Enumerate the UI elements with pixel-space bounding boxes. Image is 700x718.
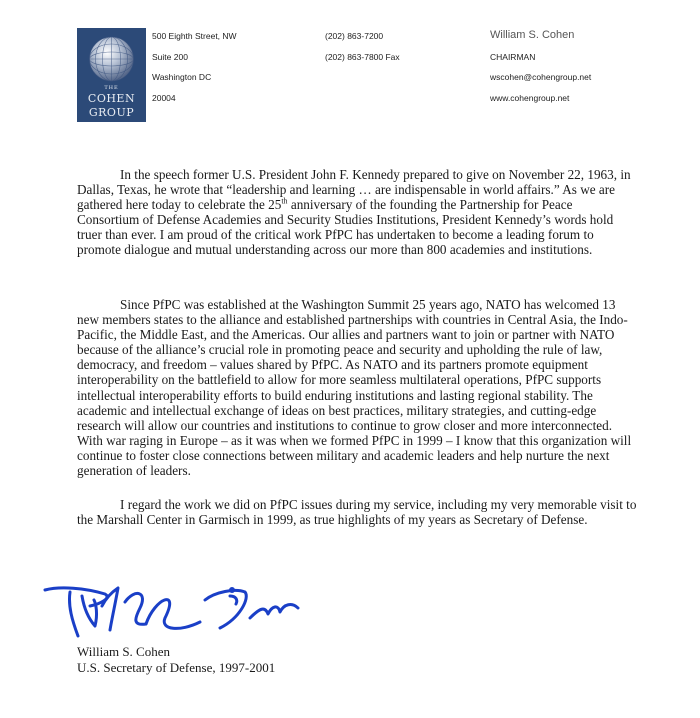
fax-number: (202) 863-7800 Fax xyxy=(325,52,400,62)
letterhead-title: CHAIRMAN xyxy=(490,52,536,62)
signatory-title: U.S. Secretary of Defense, 1997-2001 xyxy=(77,660,276,675)
address-line-2: Suite 200 xyxy=(152,52,188,62)
logo-text-group: GROUP xyxy=(88,106,135,119)
phone-number: (202) 863-7200 xyxy=(325,31,384,41)
paragraph-2 xyxy=(77,297,637,478)
ordinal-suffix: th xyxy=(281,196,288,206)
paragraph-1 xyxy=(77,167,637,258)
signatory-name: William S. Cohen xyxy=(77,644,170,659)
website-link[interactable]: www.cohengroup.net xyxy=(490,93,570,103)
cohen-group-logo xyxy=(77,28,146,122)
address-line-4: 20004 xyxy=(152,93,176,103)
paragraph-3 xyxy=(77,497,637,527)
paragraph-3-text: I regard the work we did on PfPC issues during my service, including my very memorable visit to the Marshall Center in Garmisch in 1999, as true highlights of my years as Secretary of Defense. xyxy=(77,497,637,528)
address-line-3: Washington DC xyxy=(152,72,212,82)
logo-text-cohen: COHEN xyxy=(87,92,136,105)
letterhead-name: William S. Cohen xyxy=(490,29,575,41)
email-link[interactable]: wscohen@cohengroup.net xyxy=(490,72,592,82)
paragraph-2-text: Since PfPC was established at the Washington Summit 25 years ago, NATO has welcomed 13 new members states to the alliance and established partnerships with countries in Central Asia, the Indo-Pacific, the Middle East, and the Americas. Our allies and partners want to join or partner with NATO because of the alliance’s crucial role in promoting peace and security and upholding the rule of law, democracy, and freedom – values shared by PfPC. As NATO and its partners promote equipment interoperability on the battlefield to allow for more seamless multilateral operations, PfPC supports intellectual interoperability efforts to build enduring institutions and lasting regional stability. The academic and intellectual exchange of ideas on best practices, military strategies, and cutting-edge research will allow our countries and institutions to continue to grow closer and more interconnected. With war raging in Europe – as it was when we formed PfPC in 1999 – I know that this organization will continue to foster close connections between military and academic leaders and help nurture the next generation of leaders. xyxy=(77,297,632,479)
logo-text-the: THE xyxy=(104,85,119,91)
paragraph-1-text-b: anniversary of the founding the Partnership for Peace Consortium of Defense Academies and Security Studies Institutions, President Kennedy’s words hold truer than ever. I am proud of the critical work PfPC has undertaken to become a leading forum to promote dialogue and mutual understanding across our more than 800 academies and institutions. xyxy=(77,197,614,258)
globe-icon xyxy=(77,28,146,86)
address-line-1: 500 Eighth Street, NW xyxy=(152,31,237,41)
paragraph-1-text-a: In the speech former U.S. President John F. Kennedy prepared to give on November 22, 1963, in Dallas, Texas, he wrote that “leadership and learning … are indispensable in world affairs.” As we are gathered here today to celebrate the 25 xyxy=(77,167,631,213)
